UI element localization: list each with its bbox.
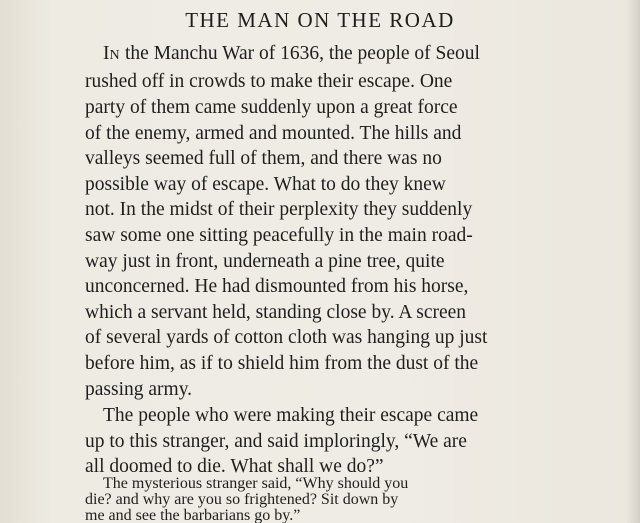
- line-text: up to this stranger, and said imploringly, “We are: [85, 431, 467, 452]
- line-text: me and see the barbarians go by.”: [85, 507, 301, 523]
- line-text: of the enemy, armed and mounted. The hills and: [85, 123, 462, 144]
- line-text: of several yards of cotton cloth was hanging up just: [85, 327, 488, 348]
- line-text: not. In the midst of their perplexity they suddenly: [85, 199, 473, 220]
- line-text: before him, as if to shield him from the dust of the: [85, 353, 479, 374]
- first-line-rest: the Manchu War of 1636, the people of Seoul: [120, 43, 480, 64]
- line-text: saw some one sitting peacefully in the main road-: [85, 225, 473, 246]
- line-text: all doomed to die. What shall we do?”: [85, 456, 384, 477]
- line-text: die? and why are you so frightened? Sit down by: [85, 491, 399, 508]
- line-text: unconcerned. He had dismounted from his horse,: [85, 276, 469, 297]
- chapter-title: THE MAN ON THE ROAD: [185, 8, 455, 32]
- paragraph-start-text: The mysterious stranger said, “Why should you: [103, 475, 409, 492]
- line-text: rushed off in crowds to make their escape. One: [85, 71, 453, 92]
- dropcap-initial: I: [103, 43, 110, 64]
- smallcaps-text: N: [109, 48, 121, 63]
- line-text: which a servant held, standing close by. A screen: [85, 302, 467, 323]
- paragraph-start-text: The people who were making their escape came: [103, 405, 479, 426]
- line-text: party of them came suddenly upon a great force: [85, 97, 458, 118]
- line-text: passing army.: [85, 379, 193, 400]
- line-text: valleys seemed full of them, and there was no: [85, 148, 442, 169]
- line-text: way just in front, underneath a pine tree, quite: [85, 251, 445, 272]
- line-text: possible way of escape. What to do they knew: [85, 174, 446, 195]
- first-line-text: [103, 42, 480, 68]
- page-spine-shadow: [626, 0, 640, 523]
